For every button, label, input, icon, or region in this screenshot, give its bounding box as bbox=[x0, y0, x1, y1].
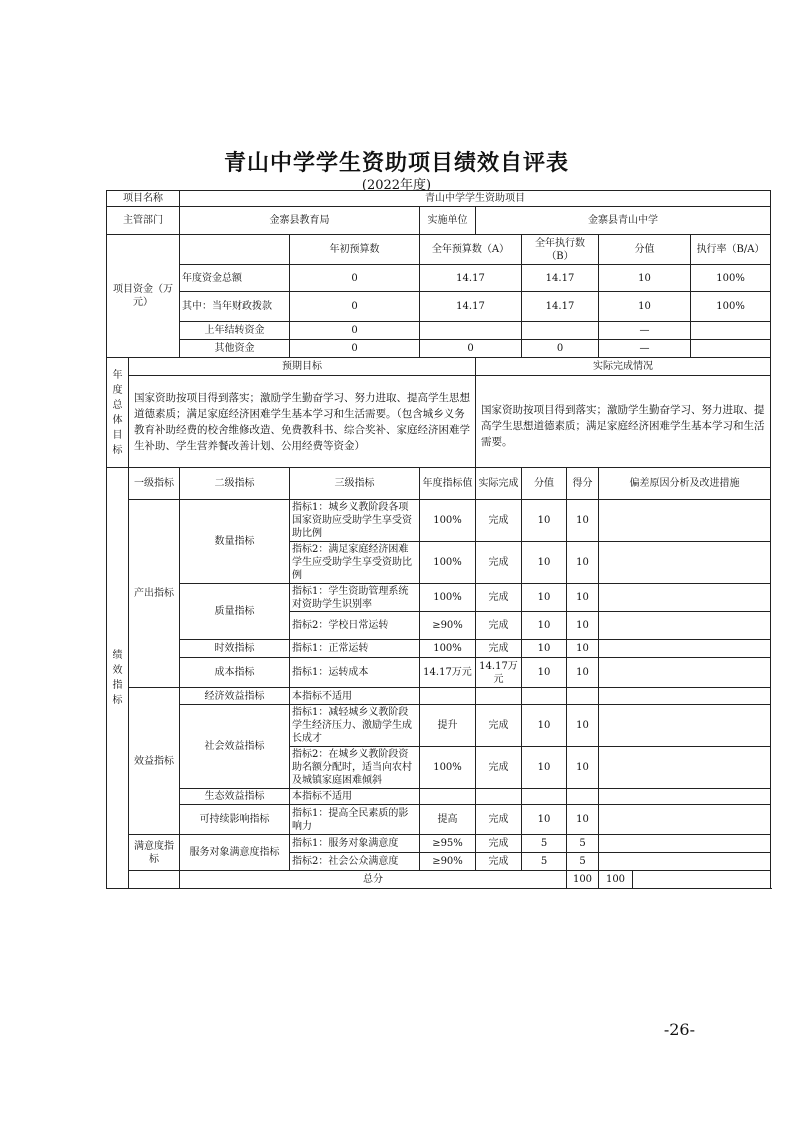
funds-cell: 10 bbox=[599, 292, 691, 322]
score-value: 10 bbox=[522, 747, 567, 789]
actual-value: 完成 bbox=[476, 805, 522, 835]
project-name-value: 青山中学学生资助项目 bbox=[180, 191, 771, 207]
actual-value bbox=[476, 789, 522, 805]
actual-value: 完成 bbox=[476, 542, 522, 584]
total-got: 100 bbox=[599, 871, 633, 889]
got-value: 10 bbox=[567, 705, 599, 747]
funds-header-blank bbox=[180, 235, 290, 265]
total-note bbox=[633, 871, 771, 889]
actual-value bbox=[476, 688, 522, 705]
funds-header: 全年预算数（A） bbox=[420, 235, 522, 265]
got-value: 5 bbox=[567, 835, 599, 853]
total-label: 总分 bbox=[180, 871, 567, 889]
funds-cell: 14.17 bbox=[420, 265, 522, 292]
score-value: 10 bbox=[522, 542, 567, 584]
impl-label: 实施单位 bbox=[420, 207, 476, 235]
got-value bbox=[567, 789, 599, 805]
got-value: 10 bbox=[567, 612, 599, 640]
indicator-row bbox=[107, 658, 771, 688]
funds-header: 执行率（B/A） bbox=[691, 235, 771, 265]
indicator-row bbox=[107, 688, 771, 705]
indicator-row bbox=[107, 705, 771, 747]
target-value: 提高 bbox=[420, 805, 476, 835]
impl-value: 金寨县青山中学 bbox=[476, 207, 771, 235]
funds-label: 项目资金（万元） bbox=[107, 235, 180, 358]
got-value: 10 bbox=[567, 805, 599, 835]
level3-text: 指标1：正常运转 bbox=[290, 640, 420, 658]
got-value: 5 bbox=[567, 853, 599, 871]
actual-value: 完成 bbox=[476, 853, 522, 871]
funds-cell: — bbox=[599, 322, 691, 340]
target-value: 100% bbox=[420, 747, 476, 789]
funds-cell bbox=[420, 322, 522, 340]
funds-cell: 0 bbox=[290, 322, 420, 340]
funds-cell: — bbox=[599, 340, 691, 358]
level3-text: 本指标不适用 bbox=[290, 688, 420, 705]
goals-text-row bbox=[107, 376, 771, 468]
indicator-row bbox=[107, 835, 771, 853]
dept-label: 主管部门 bbox=[107, 207, 180, 235]
score-value: 5 bbox=[522, 853, 567, 871]
level2-economic: 经济效益指标 bbox=[180, 688, 290, 705]
target-value: 100% bbox=[420, 500, 476, 542]
funds-cell bbox=[522, 322, 599, 340]
funds-cell: 0 bbox=[290, 292, 420, 322]
level2-satisfaction: 服务对象满意度指标 bbox=[180, 835, 290, 871]
funds-row-name: 其他资金 bbox=[180, 340, 290, 358]
indicators-header-row bbox=[107, 468, 771, 500]
indicators-header: 一级指标 bbox=[129, 468, 180, 500]
note-value bbox=[599, 789, 771, 805]
funds-header: 年初预算数 bbox=[290, 235, 420, 265]
indicator-row bbox=[107, 805, 771, 835]
note-value bbox=[599, 542, 771, 584]
score-value bbox=[522, 688, 567, 705]
funds-row bbox=[107, 292, 771, 322]
funds-cell: 14.17 bbox=[522, 292, 599, 322]
note-value bbox=[599, 658, 771, 688]
target-value: ≥90% bbox=[420, 853, 476, 871]
target-value bbox=[420, 688, 476, 705]
goals-label: 年度总体目标 bbox=[107, 358, 129, 468]
level2-social: 社会效益指标 bbox=[180, 705, 290, 789]
got-value: 10 bbox=[567, 584, 599, 612]
level3-text: 指标1：减轻城乡义教阶段学生经济压力、激励学生成长成才 bbox=[290, 705, 420, 747]
page-title: 青山中学学生资助项目绩效自评表 bbox=[223, 150, 569, 176]
target-value: 提升 bbox=[420, 705, 476, 747]
actual-value: 完成 bbox=[476, 584, 522, 612]
level3-text: 指标1：提高全民素质的影响力 bbox=[290, 805, 420, 835]
level1-satisfaction: 满意度指标 bbox=[129, 835, 180, 871]
indicator-row bbox=[107, 640, 771, 658]
level3-text: 指标2：在城乡义教阶段资助名额分配时，适当向农村及城镇家庭困难倾斜 bbox=[290, 747, 420, 789]
note-value bbox=[599, 500, 771, 542]
got-value: 10 bbox=[567, 658, 599, 688]
funds-cell: 0 bbox=[522, 340, 599, 358]
page-subtitle: (2022年度) bbox=[361, 178, 432, 193]
funds-cell: 100% bbox=[691, 265, 771, 292]
funds-header: 全年执行数（B） bbox=[522, 235, 599, 265]
funds-row bbox=[107, 265, 771, 292]
level2-cost: 成本指标 bbox=[180, 658, 290, 688]
note-value bbox=[599, 688, 771, 705]
note-value bbox=[599, 853, 771, 871]
indicators-header: 实际完成 bbox=[476, 468, 522, 500]
actual-value: 完成 bbox=[476, 640, 522, 658]
level1-benefit: 效益指标 bbox=[129, 688, 180, 835]
indicators-header: 偏差原因分析及改进措施 bbox=[599, 468, 771, 500]
performance-table bbox=[106, 190, 771, 889]
project-name-label: 项目名称 bbox=[107, 191, 180, 207]
target-value: 14.17万元 bbox=[420, 658, 476, 688]
level3-text: 指标2：学校日常运转 bbox=[290, 612, 420, 640]
indicator-row bbox=[107, 789, 771, 805]
funds-row-name: 年度资金总额 bbox=[180, 265, 290, 292]
note-value bbox=[599, 747, 771, 789]
funds-cell: 14.17 bbox=[420, 292, 522, 322]
funds-cell: 0 bbox=[290, 265, 420, 292]
funds-header-row bbox=[107, 235, 771, 265]
indicators-header: 二级指标 bbox=[180, 468, 290, 500]
got-value bbox=[567, 688, 599, 705]
level3-text: 指标1：学生资助管理系统对资助学生识别率 bbox=[290, 584, 420, 612]
total-blank bbox=[129, 871, 180, 889]
indicator-row bbox=[107, 500, 771, 542]
goals-header-row bbox=[107, 358, 771, 376]
level2-sustainable: 可持续影响指标 bbox=[180, 805, 290, 835]
note-value bbox=[599, 612, 771, 640]
target-value: 100% bbox=[420, 640, 476, 658]
note-value bbox=[599, 640, 771, 658]
score-value: 10 bbox=[522, 705, 567, 747]
score-value bbox=[522, 789, 567, 805]
funds-cell: 10 bbox=[599, 265, 691, 292]
total-row bbox=[107, 871, 771, 889]
funds-row bbox=[107, 340, 771, 358]
goals-expected-text: 国家资助按项目得到落实；激励学生勤奋学习、努力进取、提高学生思想道德素质；满足家庭经济困难学生基本学习和生活需要。（包含城乡义务教育补助经费的校舍维修改造、免费教科书、综合奖补、家庭经济困难学生补助、学生营养餐改善计划、公用经费等资金） bbox=[129, 376, 476, 468]
score-value: 10 bbox=[522, 584, 567, 612]
score-value: 10 bbox=[522, 640, 567, 658]
score-value: 10 bbox=[522, 612, 567, 640]
score-value: 5 bbox=[522, 835, 567, 853]
level2-quantity: 数量指标 bbox=[180, 500, 290, 584]
indicators-header: 得分 bbox=[567, 468, 599, 500]
goals-expected-header: 预期目标 bbox=[129, 358, 476, 376]
goals-actual-text: 国家资助按项目得到落实；激励学生勤奋学习、努力进取、提高学生思想道德素质；满足家庭经济困难学生基本学习和生活需要。 bbox=[476, 376, 771, 468]
score-value: 10 bbox=[522, 805, 567, 835]
indicators-header: 三级指标 bbox=[290, 468, 420, 500]
note-value bbox=[599, 835, 771, 853]
funds-row-name: 上年结转资金 bbox=[180, 322, 290, 340]
funds-row bbox=[107, 322, 771, 340]
funds-header: 分值 bbox=[599, 235, 691, 265]
funds-cell: 0 bbox=[290, 340, 420, 358]
funds-cell: 100% bbox=[691, 292, 771, 322]
indicators-header: 年度指标值 bbox=[420, 468, 476, 500]
level3-text: 指标2：满足家庭经济困难学生应受助学生享受资助比例 bbox=[290, 542, 420, 584]
got-value: 10 bbox=[567, 500, 599, 542]
level3-text: 指标1：服务对象满意度 bbox=[290, 835, 420, 853]
level2-ecological: 生态效益指标 bbox=[180, 789, 290, 805]
level3-text: 指标1：城乡义教阶段各项国家资助应受助学生享受资助比例 bbox=[290, 500, 420, 542]
funds-cell bbox=[691, 340, 771, 358]
note-value bbox=[599, 584, 771, 612]
got-value: 10 bbox=[567, 640, 599, 658]
dept-row bbox=[107, 207, 771, 235]
actual-value: 完成 bbox=[476, 705, 522, 747]
indicators-label: 绩效指标 bbox=[107, 468, 129, 889]
project-name-row bbox=[107, 191, 771, 207]
funds-row-name: 其中：当年财政拨款 bbox=[180, 292, 290, 322]
target-value: ≥95% bbox=[420, 835, 476, 853]
actual-value: 完成 bbox=[476, 500, 522, 542]
goals-actual-header: 实际完成情况 bbox=[476, 358, 771, 376]
score-value: 10 bbox=[522, 500, 567, 542]
funds-cell: 14.17 bbox=[522, 265, 599, 292]
total-score: 100 bbox=[567, 871, 599, 889]
note-value bbox=[599, 705, 771, 747]
target-value: ≥90% bbox=[420, 612, 476, 640]
got-value: 10 bbox=[567, 542, 599, 584]
score-value: 10 bbox=[522, 658, 567, 688]
actual-value: 完成 bbox=[476, 612, 522, 640]
target-value bbox=[420, 789, 476, 805]
level1-output: 产出指标 bbox=[129, 500, 180, 688]
indicator-row bbox=[107, 584, 771, 612]
level3-text: 指标2：社会公众满意度 bbox=[290, 853, 420, 871]
actual-value: 14.17万元 bbox=[476, 658, 522, 688]
actual-value: 完成 bbox=[476, 835, 522, 853]
level3-text: 本指标不适用 bbox=[290, 789, 420, 805]
level2-timeliness: 时效指标 bbox=[180, 640, 290, 658]
level2-quality: 质量指标 bbox=[180, 584, 290, 640]
indicators-header: 分值 bbox=[522, 468, 567, 500]
target-value: 100% bbox=[420, 584, 476, 612]
dept-value: 金寨县教育局 bbox=[180, 207, 420, 235]
got-value: 10 bbox=[567, 747, 599, 789]
level3-text: 指标1：运转成本 bbox=[290, 658, 420, 688]
target-value: 100% bbox=[420, 542, 476, 584]
funds-cell bbox=[691, 322, 771, 340]
page-number: -26- bbox=[663, 1020, 695, 1039]
actual-value: 完成 bbox=[476, 747, 522, 789]
funds-cell: 0 bbox=[420, 340, 522, 358]
note-value bbox=[599, 805, 771, 835]
